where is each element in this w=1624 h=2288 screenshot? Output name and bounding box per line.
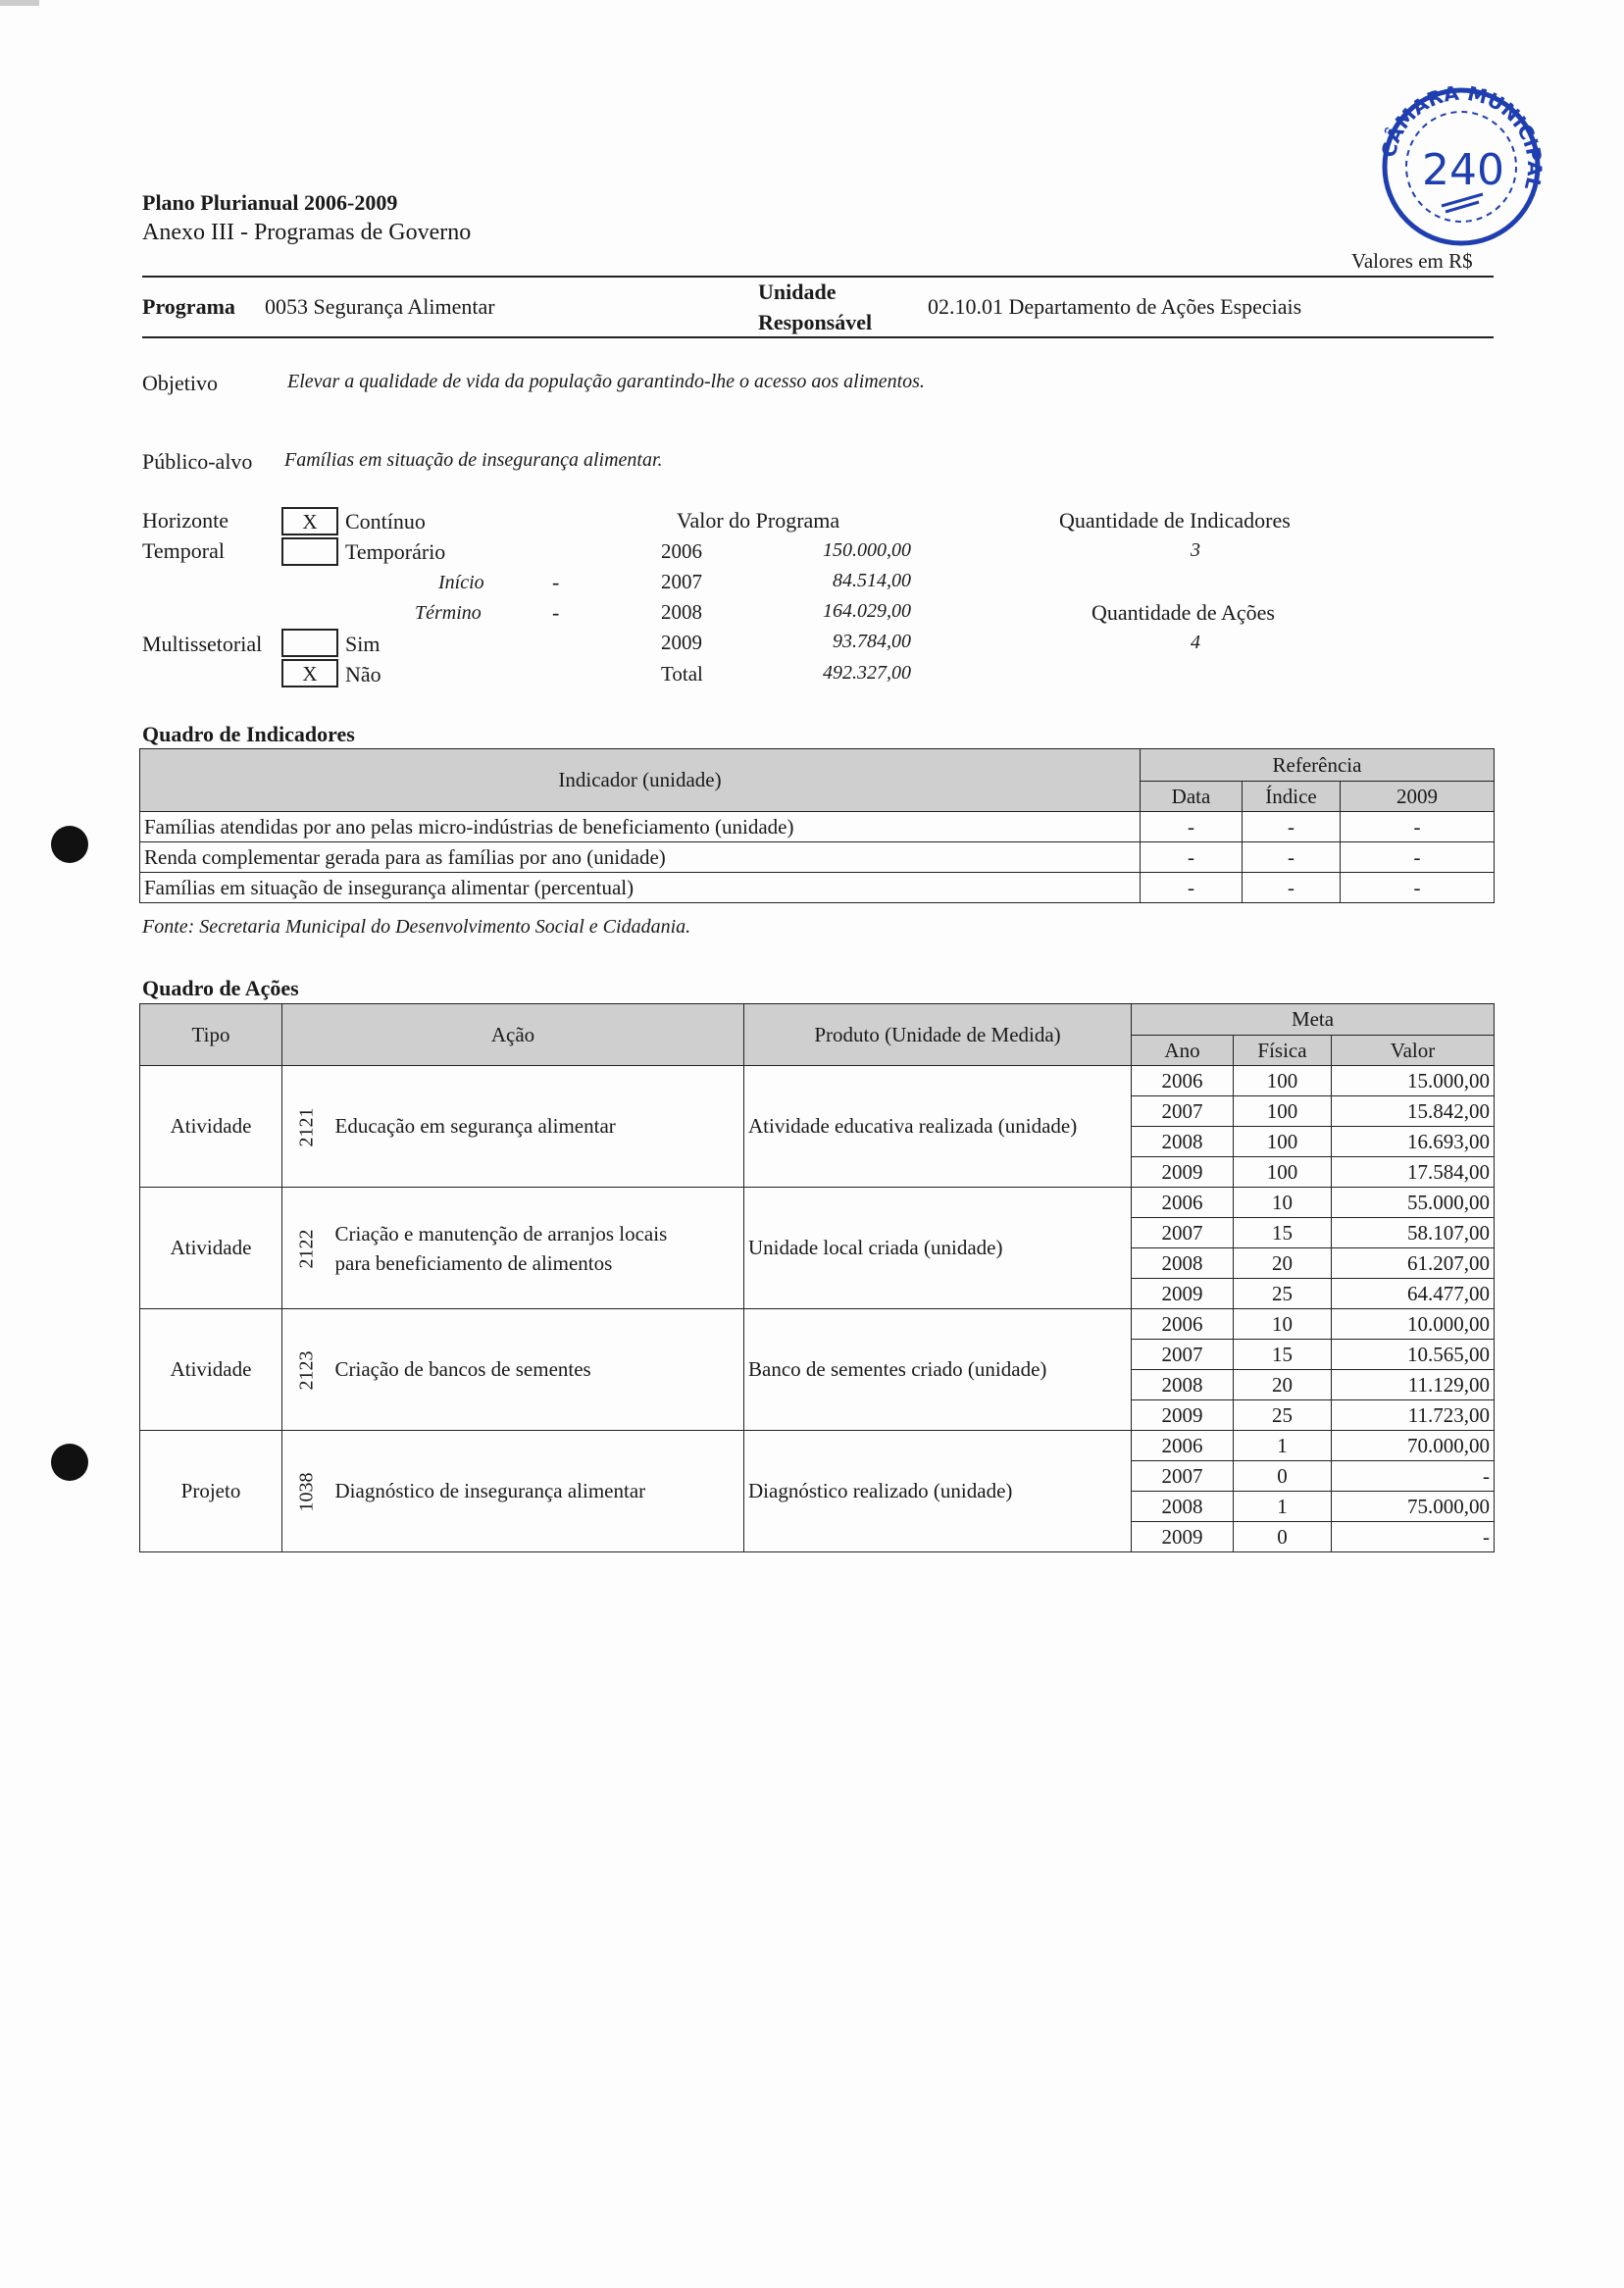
municipal-seal-stamp [1373, 78, 1549, 255]
indicador-name: Famílias atendidas por ano pelas micro-indústrias de beneficiamento (unidade) [140, 812, 1141, 842]
temporario-checkbox [281, 537, 338, 566]
valor-amount: 84.514,00 [833, 570, 911, 591]
acao-code: 1038 [295, 1472, 318, 1512]
document-title: Plano Plurianual 2006-2009 [142, 190, 398, 215]
bottom-rule [142, 336, 1494, 338]
valor-total-amount: 492.327,00 [823, 662, 911, 684]
indicador-data: - [1141, 873, 1243, 903]
inicio-value: - [552, 570, 560, 594]
valor-year: 2006 [661, 539, 702, 563]
meta-ano: 2006 [1132, 1431, 1234, 1461]
sim-label: Sim [345, 632, 381, 656]
continuo-label: Contínuo [345, 509, 426, 534]
valor-year: 2007 [661, 570, 702, 593]
meta-valor: 16.693,00 [1332, 1127, 1495, 1157]
meta-fisica: 0 [1234, 1461, 1332, 1492]
acao-code: 2123 [295, 1350, 318, 1391]
meta-valor: 64.477,00 [1332, 1279, 1495, 1309]
indicador-2009: - [1341, 812, 1495, 842]
meta-valor: - [1332, 1522, 1495, 1552]
meta-ano: 2007 [1132, 1096, 1234, 1127]
meta-fisica: 100 [1234, 1157, 1332, 1188]
termino-label: Término [415, 602, 482, 624]
indicador-data: - [1141, 842, 1243, 873]
meta-valor: - [1332, 1461, 1495, 1492]
table-row [140, 873, 1495, 903]
meta-fisica: 15 [1234, 1340, 1332, 1370]
acao-tipo: Atividade [140, 1188, 282, 1309]
objetivo-text: Elevar a qualidade de vida da população garantindo-lhe o acesso aos alimentos. [287, 371, 925, 392]
publico-alvo-label: Público-alvo [142, 449, 253, 474]
valor-amount: 164.029,00 [823, 600, 911, 622]
indicador-name: Renda complementar gerada para as famílias por ano (unidade) [140, 842, 1141, 873]
col-ano-header: Ano [1132, 1036, 1234, 1066]
temporario-label: Temporário [345, 539, 446, 564]
meta-valor: 70.000,00 [1332, 1431, 1495, 1461]
termino-value: - [552, 600, 560, 625]
nao-checkbox: X [281, 659, 338, 687]
valor-total-label: Total [661, 662, 703, 686]
qtd-acoes-value: 4 [1191, 632, 1200, 653]
indicador-2009: - [1341, 842, 1495, 873]
meta-ano: 2008 [1132, 1248, 1234, 1279]
indicador-2009: - [1341, 873, 1495, 903]
table-row [140, 812, 1495, 842]
programa-label: Programa [142, 294, 235, 319]
acoes-section-title: Quadro de Ações [142, 976, 299, 1000]
col-indicador-header: Indicador (unidade) [140, 749, 1141, 812]
indicador-indice: - [1243, 873, 1341, 903]
meta-ano: 2009 [1132, 1157, 1234, 1188]
meta-ano: 2006 [1132, 1309, 1234, 1340]
meta-fisica: 100 [1234, 1096, 1332, 1127]
indicadores-section-title: Quadro de Indicadores [142, 722, 355, 746]
qtd-indicadores-value: 3 [1191, 539, 1200, 561]
indicadores-table [139, 748, 1495, 903]
unidade-responsavel-value: 02.10.01 Departamento de Ações Especiais [928, 294, 1302, 319]
meta-fisica: 25 [1234, 1400, 1332, 1431]
meta-fisica: 25 [1234, 1279, 1332, 1309]
meta-valor: 15.842,00 [1332, 1096, 1495, 1127]
meta-ano: 2007 [1132, 1340, 1234, 1370]
indicador-indice: - [1243, 812, 1341, 842]
programa-code-name: 0053 Segurança Alimentar [265, 294, 495, 319]
meta-fisica: 15 [1234, 1218, 1332, 1248]
acoes-table [139, 1003, 1495, 1552]
stamp-number: 240 [1422, 145, 1504, 195]
meta-valor: 58.107,00 [1332, 1218, 1495, 1248]
acao-code: 2121 [295, 1107, 318, 1147]
table-row [140, 1431, 1495, 1461]
acao-name: Criação de bancos de sementes [331, 1309, 744, 1431]
multissetorial-label: Multissetorial [142, 632, 263, 656]
table-row [140, 842, 1495, 873]
indicador-data: - [1141, 812, 1243, 842]
acao-code-cell [282, 1431, 331, 1552]
qtd-indicadores-label: Quantidade de Indicadores [1059, 508, 1291, 533]
acao-tipo: Atividade [140, 1309, 282, 1431]
meta-valor: 61.207,00 [1332, 1248, 1495, 1279]
document-subtitle: Anexo III - Programas de Governo [142, 220, 472, 245]
indicador-name: Famílias em situação de insegurança alimentar (percentual) [140, 873, 1141, 903]
col-meta-header: Meta [1132, 1004, 1495, 1036]
stamp-ring-text: CÂMARA MUNICIPAL [1376, 80, 1548, 193]
col-2009-header: 2009 [1341, 782, 1495, 812]
acao-name: Criação e manutenção de arranjos locais para beneficiamento de alimentos [331, 1188, 744, 1309]
meta-fisica: 20 [1234, 1370, 1332, 1400]
qtd-acoes-label: Quantidade de Ações [1091, 600, 1275, 625]
sim-checkbox [281, 629, 338, 657]
meta-fisica: 1 [1234, 1431, 1332, 1461]
valor-programa-title: Valor do Programa [677, 508, 840, 533]
publico-alvo-text: Famílias em situação de insegurança alimentar. [284, 449, 663, 471]
meta-ano: 2009 [1132, 1522, 1234, 1552]
meta-fisica: 0 [1234, 1522, 1332, 1552]
col-indice-header: Índice [1243, 782, 1341, 812]
meta-ano: 2008 [1132, 1492, 1234, 1522]
acao-produto: Banco de sementes criado (unidade) [744, 1309, 1132, 1431]
meta-fisica: 20 [1234, 1248, 1332, 1279]
meta-ano: 2008 [1132, 1370, 1234, 1400]
acao-produto: Atividade educativa realizada (unidade) [744, 1066, 1132, 1188]
meta-valor: 11.723,00 [1332, 1400, 1495, 1431]
col-produto-header: Produto (Unidade de Medida) [744, 1004, 1132, 1066]
acao-tipo: Projeto [140, 1431, 282, 1552]
meta-ano: 2008 [1132, 1127, 1234, 1157]
table-row [140, 1188, 1495, 1218]
col-fisica-header: Física [1234, 1036, 1332, 1066]
unidade-responsavel-label: Unidade Responsável [758, 280, 873, 334]
nao-label: Não [345, 662, 381, 686]
meta-fisica: 100 [1234, 1127, 1332, 1157]
valor-amount: 93.784,00 [833, 631, 911, 652]
acao-name: Educação em segurança alimentar [331, 1066, 744, 1188]
col-acao-header: Ação [282, 1004, 744, 1066]
meta-valor: 11.129,00 [1332, 1370, 1495, 1400]
col-referencia-header: Referência [1141, 749, 1495, 782]
acao-tipo: Atividade [140, 1066, 282, 1188]
meta-ano: 2006 [1132, 1188, 1234, 1218]
table-row [140, 1066, 1495, 1096]
acao-code-cell [282, 1188, 331, 1309]
col-data-header: Data [1141, 782, 1243, 812]
objetivo-label: Objetivo [142, 371, 218, 395]
meta-fisica: 10 [1234, 1188, 1332, 1218]
acao-produto: Diagnóstico realizado (unidade) [744, 1431, 1132, 1552]
acao-code-cell [282, 1309, 331, 1431]
meta-ano: 2007 [1132, 1461, 1234, 1492]
meta-ano: 2007 [1132, 1218, 1234, 1248]
punch-hole [51, 826, 88, 863]
meta-valor: 17.584,00 [1332, 1157, 1495, 1188]
inicio-label: Início [438, 572, 484, 593]
meta-fisica: 10 [1234, 1309, 1332, 1340]
acao-code-cell [282, 1066, 331, 1188]
valor-amount: 150.000,00 [823, 539, 911, 561]
meta-fisica: 1 [1234, 1492, 1332, 1522]
temporal-label: Temporal [142, 538, 225, 563]
meta-valor: 75.000,00 [1332, 1492, 1495, 1522]
acao-produto: Unidade local criada (unidade) [744, 1188, 1132, 1309]
meta-ano: 2009 [1132, 1279, 1234, 1309]
meta-fisica: 100 [1234, 1066, 1332, 1096]
indicador-indice: - [1243, 842, 1341, 873]
col-tipo-header: Tipo [140, 1004, 282, 1066]
col-valor-header: Valor [1332, 1036, 1495, 1066]
punch-hole [51, 1444, 88, 1481]
meta-valor: 10.565,00 [1332, 1340, 1495, 1370]
meta-valor: 15.000,00 [1332, 1066, 1495, 1096]
continuo-checkbox: X [281, 507, 338, 535]
table-row [140, 1309, 1495, 1340]
meta-ano: 2006 [1132, 1066, 1234, 1096]
scan-artifact [0, 0, 39, 6]
currency-note: Valores em R$ [1351, 249, 1473, 273]
horizonte-label: Horizonte [142, 508, 228, 533]
meta-valor: 10.000,00 [1332, 1309, 1495, 1340]
valor-year: 2008 [661, 600, 702, 624]
acao-code: 2122 [295, 1229, 318, 1269]
indicadores-fonte: Fonte: Secretaria Municipal do Desenvolvimento Social e Cidadania. [142, 916, 691, 938]
meta-valor: 55.000,00 [1332, 1188, 1495, 1218]
meta-ano: 2009 [1132, 1400, 1234, 1431]
acao-name: Diagnóstico de insegurança alimentar [331, 1431, 744, 1552]
valor-year: 2009 [661, 631, 702, 654]
